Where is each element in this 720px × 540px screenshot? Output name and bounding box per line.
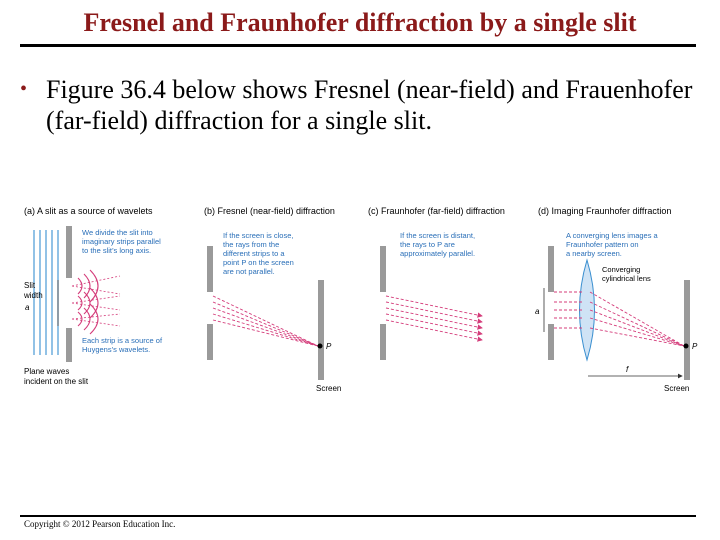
- panel-d-f-label: f: [626, 365, 629, 374]
- diffraction-figure: [20, 200, 700, 400]
- bullet-icon: •: [20, 78, 28, 100]
- panel-c-note-line3: approximately parallel.: [400, 249, 476, 258]
- copyright-text: Copyright © 2012 Pearson Education Inc.: [24, 519, 176, 529]
- panel-c-note-line1: If the screen is distant,: [400, 231, 476, 240]
- lens-label-line2: cylindrical lens: [602, 274, 651, 283]
- panel-d-caption: (d) Imaging Fraunhofer diffraction: [538, 206, 672, 216]
- panel-a-note1-line3: to the slit’s long axis.: [82, 246, 152, 255]
- panel-d-note-line2: Fraunhofer pattern on: [566, 240, 639, 249]
- panel-b-screen-label: Screen: [316, 384, 342, 393]
- slit-width-label-line1: Slit: [24, 281, 36, 290]
- title-divider: [20, 44, 696, 47]
- panel-a-caption: (a) A slit as a source of wavelets: [24, 206, 153, 216]
- slit-width-a-label: a: [25, 303, 30, 312]
- panel-b-note-line1: If the screen is close,: [223, 231, 294, 240]
- panel-b-note-line5: are not parallel.: [223, 267, 275, 276]
- panel-c: [368, 206, 505, 360]
- panel-a-note1-line2: imaginary strips parallel: [82, 237, 161, 246]
- panel-a-note2-line2: Huygens’s wavelets.: [82, 345, 151, 354]
- panel-a-note1-line1: We divide the slit into: [82, 228, 153, 237]
- slide-title: Fresnel and Fraunhofer diffraction by a single slit: [83, 8, 637, 37]
- panel-d-p-label: P: [692, 342, 698, 351]
- lens-label-line1: Converging: [602, 265, 641, 274]
- panel-d-note-line3: a nearby screen.: [566, 249, 622, 258]
- panel-a-note2-line1: Each strip is a source of: [82, 336, 163, 345]
- panel-b-p-label: P: [326, 342, 332, 351]
- panel-b-note-line3: different strips to a: [223, 249, 285, 258]
- panel-b-note-line2: the rays from the: [223, 240, 280, 249]
- panel-a: [23, 206, 163, 386]
- plane-waves-label-line2: incident on the slit: [24, 377, 89, 386]
- panel-c-caption: (c) Fraunhofer (far-field) diffraction: [368, 206, 505, 216]
- panel-d-a-label: a: [535, 307, 540, 316]
- panel-b-caption: (b) Fresnel (near-field) diffraction: [204, 206, 335, 216]
- panel-b: [204, 206, 341, 393]
- bullet-text: Figure 36.4 below shows Fresnel (near-field) and Frauenhofer (far-field) diffraction for a single slit.: [46, 75, 693, 135]
- panel-d: [535, 206, 698, 393]
- panel-d-screen-label: Screen: [664, 384, 690, 393]
- panel-b-note-line4: point P on the screen: [223, 258, 294, 267]
- slit-width-label-line2: width: [24, 291, 43, 300]
- panel-d-note-line1: A converging lens images a: [566, 231, 658, 240]
- panel-c-note-line2: the rays to P are: [400, 240, 455, 249]
- footer-divider: [20, 515, 696, 517]
- plane-waves-label-line1: Plane waves: [24, 367, 70, 376]
